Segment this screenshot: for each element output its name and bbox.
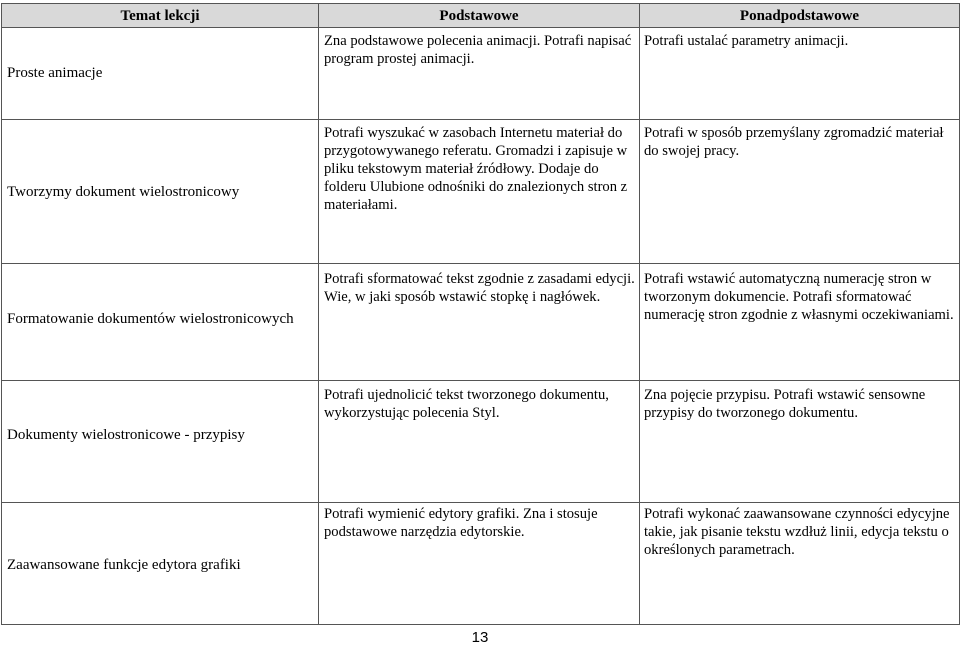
basic-cell: Potrafi wymienić edytory grafiki. Zna i stosuje podstawowe narzędzia edytorskie. <box>319 503 640 625</box>
page-number: 13 <box>471 629 489 646</box>
topic-cell <box>2 503 319 625</box>
topic-text: Proste animacje <box>7 65 103 81</box>
basic-cell: Potrafi ujednolicić tekst tworzonego dokumentu, wykorzystując polecenia Styl. <box>319 381 640 503</box>
header-row <box>2 4 960 28</box>
topic-text: Tworzymy dokument wielostronicowy <box>7 184 240 200</box>
header-advanced: Ponadpodstawowe <box>640 4 960 28</box>
advanced-cell: Zna pojęcie przypisu. Potrafi wstawić sensowne przypisy do tworzonego dokumentu. <box>640 381 960 503</box>
table-row <box>2 264 960 381</box>
topic-cell <box>2 28 319 120</box>
topic-text: Dokumenty wielostronicowe - przypisy <box>7 427 245 443</box>
table-row <box>2 120 960 264</box>
table-row <box>2 503 960 625</box>
basic-cell: Zna podstawowe polecenia animacji. Potrafi napisać program prostej animacji. <box>319 28 640 120</box>
table-row <box>2 381 960 503</box>
header-topic: Temat lekcji <box>2 4 319 28</box>
header-basic: Podstawowe <box>319 4 640 28</box>
basic-cell: Potrafi wyszukać w zasobach Internetu materiał do przygotowywanego referatu. Gromadzi i zapisuje w pliku tekstowym materiał źródłowy. Dodaje do folderu Ulubione odnośniki do znalezionych stron z materiałami. <box>319 120 640 264</box>
advanced-cell: Potrafi w sposób przemyślany zgromadzić materiał do swojej pracy. <box>640 120 960 264</box>
advanced-cell: Potrafi wstawić automatyczną numerację stron w tworzonym dokumencie. Potrafi sformatować numerację stron zgodnie z własnymi oczekiwaniami. <box>640 264 960 381</box>
topic-text: Formatowanie dokumentów wielostronicowych <box>7 311 294 327</box>
topic-cell <box>2 381 319 503</box>
topic-cell <box>2 120 319 264</box>
basic-cell: Potrafi sformatować tekst zgodnie z zasadami edycji. Wie, w jaki sposób wstawić stopkę i nagłówek. <box>319 264 640 381</box>
requirements-table <box>1 3 960 625</box>
advanced-cell: Potrafi ustalać parametry animacji. <box>640 28 960 120</box>
advanced-cell: Potrafi wykonać zaawansowane czynności edycyjne takie, jak pisanie tekstu wzdłuż linii, edycja tekstu o określonych parametrach. <box>640 503 960 625</box>
table-row <box>2 28 960 120</box>
topic-cell <box>2 264 319 381</box>
topic-text: Zaawansowane funkcje edytora grafiki <box>7 557 241 573</box>
